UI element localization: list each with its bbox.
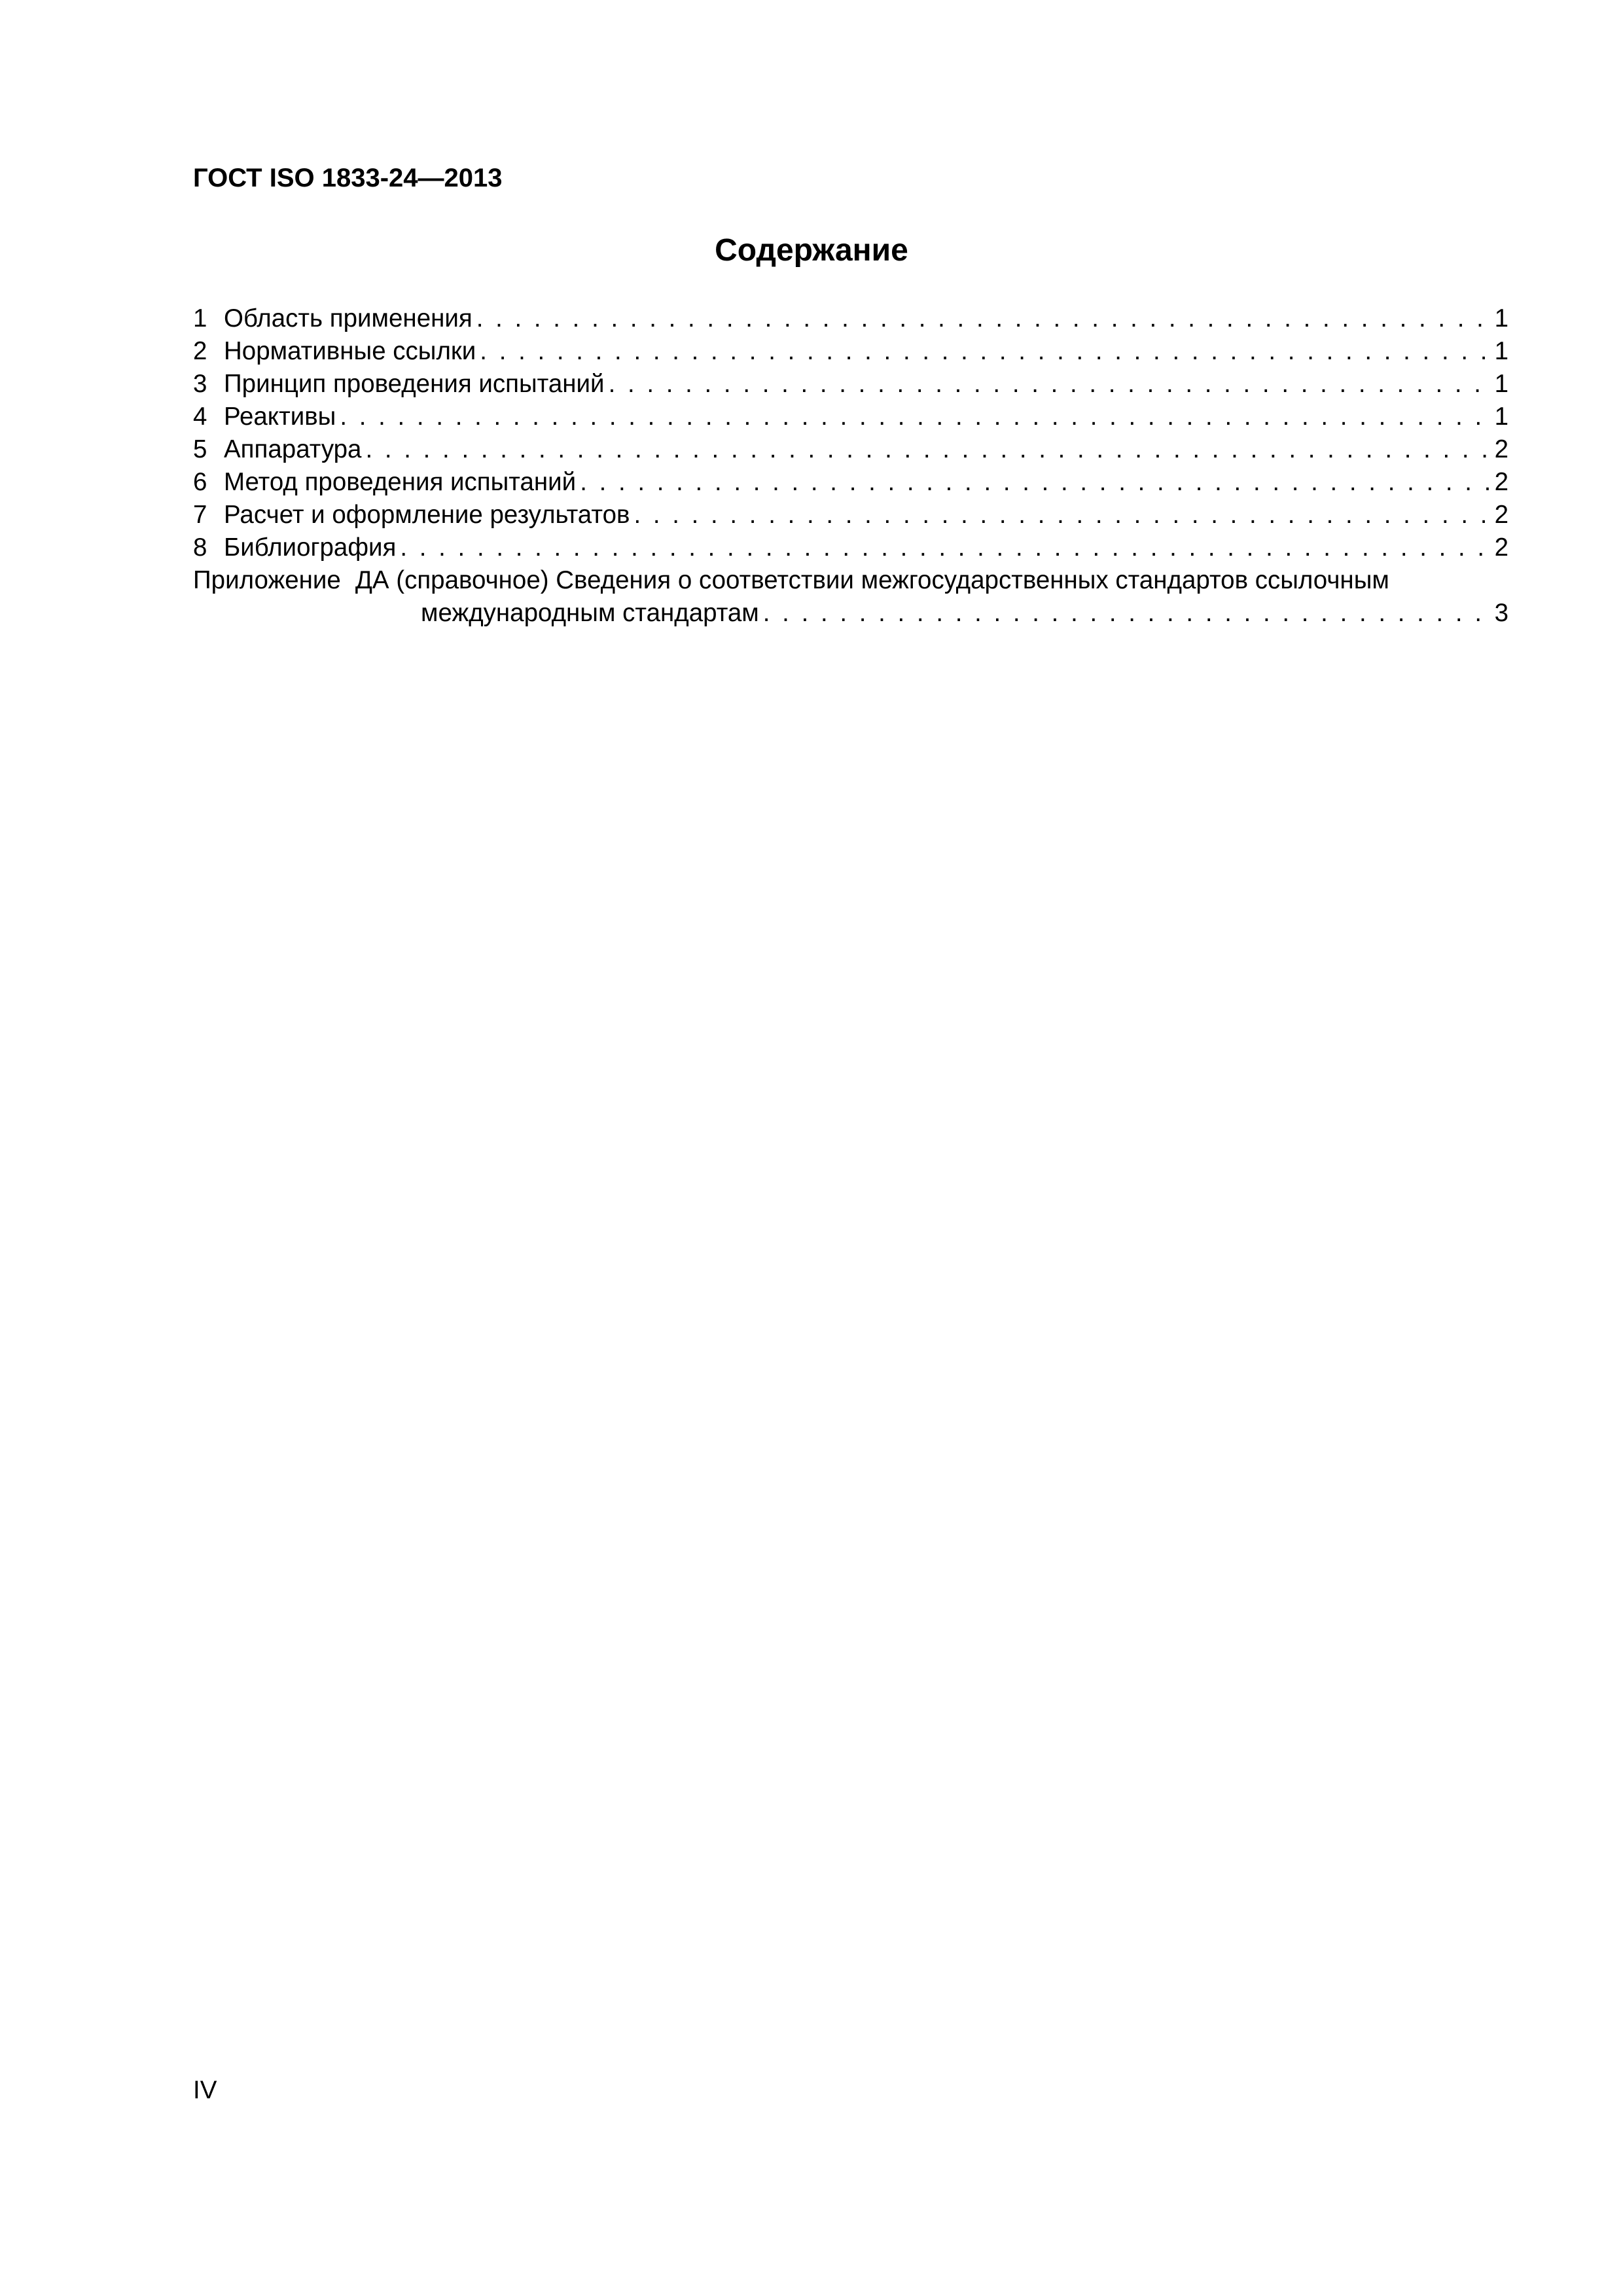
toc-entry-page: 2 [1494,533,1508,562]
dot-leader [365,433,1490,466]
toc-annex-title-line2: международным стандартам [421,599,759,627]
toc-entry[interactable] [193,433,1508,466]
toc-entry-number: 7 [193,501,207,529]
toc-entry-label: Принцип проведения испытаний [224,370,605,398]
toc-entry-number: 6 [193,468,207,496]
toc-entry-number: 1 [193,304,207,332]
dot-leader [340,401,1490,433]
table-of-contents [193,302,1508,630]
document-code: ГОСТ ISO 1833-24—2013 [193,164,503,192]
toc-entry-label: Реактивы [224,403,336,431]
toc-entry[interactable] [193,302,1508,335]
toc-entry-label: Расчет и оформление результатов [224,501,630,529]
toc-entry-page: 1 [1494,370,1508,398]
toc-entry-number: 3 [193,370,207,398]
toc-entry-page: 2 [1494,435,1508,463]
toc-entry-page: 1 [1494,403,1508,431]
toc-entry-number: 2 [193,337,207,365]
toc-entry[interactable] [193,531,1508,564]
dot-leader [400,531,1490,564]
toc-entry[interactable] [193,466,1508,499]
toc-entry[interactable] [193,499,1508,531]
dot-leader [763,597,1491,630]
page-number: IV [193,2076,217,2104]
toc-entry-number: 4 [193,403,207,431]
dot-leader [633,499,1490,531]
toc-annex-prefix: Приложение [193,566,341,594]
toc-entry[interactable] [193,401,1508,433]
toc-title: Содержание [715,233,908,268]
toc-annex-entry[interactable] [193,564,1508,630]
dot-leader [480,335,1490,368]
toc-entry-label: Нормативные ссылки [224,337,476,365]
toc-entry-label: Аппаратура [224,435,362,463]
toc-annex-title-line1: ДА (справочное) Сведения о соответствии межгосударственных стандартов ссылочным [355,566,1389,594]
toc-entry-label: Библиография [224,533,397,562]
toc-entry-page: 2 [1494,468,1508,496]
dot-leader [476,302,1491,335]
toc-entry-number: 5 [193,435,207,463]
dot-leader [580,466,1490,499]
toc-annex-page: 3 [1494,599,1508,627]
toc-entry[interactable] [193,335,1508,368]
toc-entry-number: 8 [193,533,207,562]
dot-leader [609,368,1491,401]
toc-entry-page: 2 [1494,501,1508,529]
toc-entry-label: Метод проведения испытаний [224,468,577,496]
toc-entry[interactable] [193,368,1508,401]
toc-entry-page: 1 [1494,337,1508,365]
toc-entry-label: Область применения [224,304,473,332]
toc-entry-page: 1 [1494,304,1508,332]
